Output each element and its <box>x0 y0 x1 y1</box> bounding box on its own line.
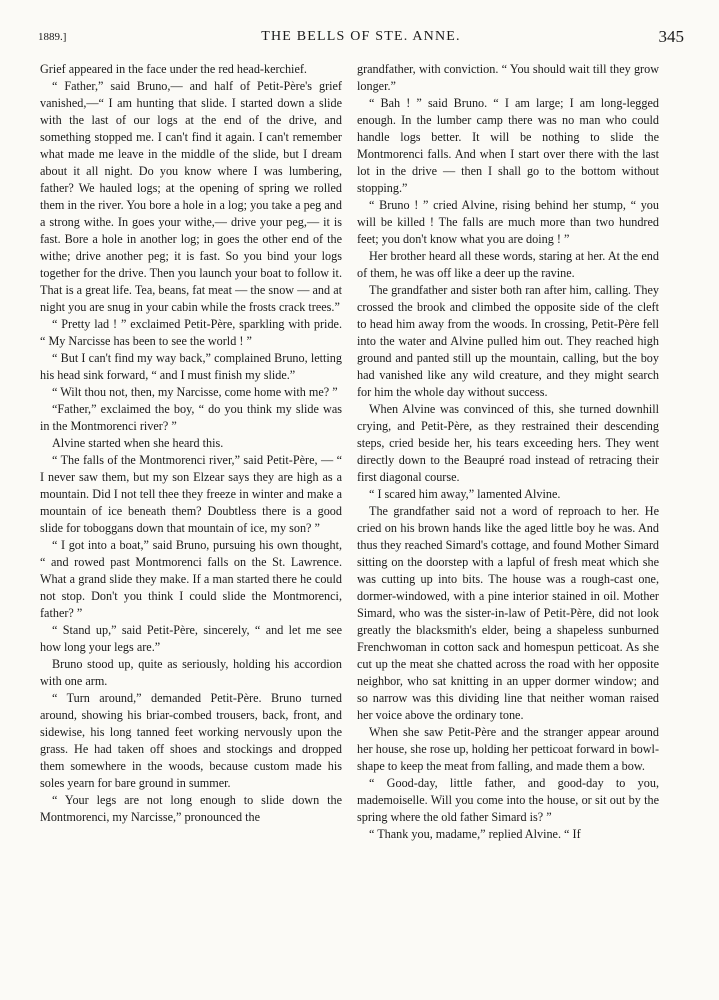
paragraph: “ Stand up,” said Petit-Père, sincerely, “ and let me see how long your legs are.” <box>40 623 342 654</box>
paragraph: “ Thank you, madame,” replied Alvine. “ If <box>369 827 581 841</box>
paragraph: The grandfather said not a word of reproach to her. He cried on his brown hands like the aged little boy he was. And thus they reached Simard's cottage, and found Mother Simard sitting on the doorstep with a lapful of fresh meat which she was cutting up into bits. The house was a rough-cast one, dormer-windowed, with a pine interior stained in oil. Mother Simard, who was the sister-in-law of Petit-Père, did not look greatly the blacksmith's elder, being a shapeless sunburned Frenchwoman in cotton sack and homespun petticoat. As she cut up the meat she chatted across the road with her opposite neighbor, who sat knitting in an upper dormer window; and so narrow was this dividing line that neither woman raised her voice above the ordinary tone. <box>357 504 659 722</box>
paragraph: When she saw Petit-Père and the stranger appear around her house, she rose up, holding her petticoat forward in bowl-shape to keep the meat from falling, and made them a bow. <box>357 725 659 773</box>
paragraph: Grief appeared in the face under the red head-kerchief. <box>40 62 307 76</box>
paragraph: “ I scared him away,” lamented Alvine. <box>369 487 561 501</box>
paragraph: Alvine started when she heard this. <box>52 436 224 450</box>
page-header <box>38 27 684 49</box>
paragraph: “ Pretty lad ! ” exclaimed Petit-Père, sparkling with pride. “ My Narcisse has been to see the world ! ” <box>40 317 342 348</box>
running-title: THE BELLS OF STE. ANNE. <box>261 29 461 44</box>
paragraph: “ I got into a boat,” said Bruno, pursuing his own thought, “ and rowed past Montmorenci falls on the St. Lawrence. What a grand slide they make. If a man started there he could not stop. Don't you think I could slide the Montmorenci, father? ” <box>40 538 342 620</box>
paragraph: Her brother heard all these words, staring at her. At the end of them, he was off like a deer up the ravine. <box>357 249 659 280</box>
right-column <box>357 61 659 843</box>
paragraph: “ The falls of the Montmorenci river,” said Petit-Père, — “ I never saw them, but my son Elzear says they are high as a mountain. Did I not tell thee they freeze in winter and make a mountain of ice beneath them? Doubtless there is a good slide for toboggans down that mountain of ice, my son? ” <box>40 453 342 535</box>
paragraph: “ Bah ! ” said Bruno. “ I am large; I am long-legged enough. In the lumber camp there was no man who could handle logs better. It will be nothing to slide the Montmorenci falls. And when I start over there with the last lot in the drive — then I shall go to the bottom without stopping.” <box>357 96 659 195</box>
page-number: 345 <box>658 27 684 46</box>
paragraph: “ Your legs are not long enough to slide down the Montmorenci, my Narcisse,” pronounced the <box>40 793 342 824</box>
paragraph: “ But I can't find my way back,” complained Bruno, letting his head sink forward, “ and I must finish my slide.” <box>40 351 342 382</box>
paragraph: “ Bruno ! ” cried Alvine, rising behind her stump, “ you will be killed ! The falls are much more than two hundred feet; you don't know what you are doing ! ” <box>357 198 659 246</box>
left-column <box>40 61 342 826</box>
paragraph: “ Wilt thou not, then, my Narcisse, come home with me? ” <box>52 385 338 399</box>
paragraph: When Alvine was convinced of this, she turned downhill crying, and Petit-Père, as they restrained their descending steps, cried beside her, his tears exceeding hers. They went directly down to the Beaupré road instead of retracing their first diagonal course. <box>357 402 659 484</box>
paragraph: The grandfather and sister both ran after him, calling. They crossed the brook and climbed the opposite side of the cleft to head him away from the woods. In crossing, Petit-Père fell into the water and Alvine pulled him out. They reached high ground and panted still up the mountain, calling, but the boy had vanished like any wild creature, and they might search for him the whole day without success. <box>357 283 659 399</box>
paragraph: “Father,” exclaimed the boy, “ do you think my slide was in the Montmorenci river? ” <box>40 402 342 433</box>
paragraph: Bruno stood up, quite as seriously, holding his accordion with one arm. <box>40 657 342 688</box>
paragraph: “ Turn around,” demanded Petit-Père. Bruno turned around, showing his briar-combed trousers, back, front, and sidewise, his long tanned feet working nervously upon the grass. He had taken off shoes and stockings and dropped them somewhere in the woods, because custom made his soles yearn for bare ground in summer. <box>40 691 342 790</box>
paragraph: “ Good-day, little father, and good-day to you, mademoiselle. Will you come into the house, or sit out by the spring where the old father Simard is? ” <box>357 776 659 824</box>
paragraph: “ Father,” said Bruno,— and half of Petit-Père's grief vanished,—“ I am hunting that slide. I started down a slide with the last of our logs at the end of the drive, and something stopped me. I can't find it again. I can't remember what made me leave in the middle of the slide, but I dream about it all night. Do you know where I was lumbering, father? We hauled logs; at the opening of spring we rolled them in the river. You bore a hole in a log; you take a peg and a strong withe. In goes your withe,— drive your peg,— it is fast. Bore a hole in another log; in goes the other end of the withe; drive another peg; it is fast. So you bind your logs together for the drive. Then you launch your boat to follow it. That is a great life. Tea, beans, fat meat — the snow — and at night you are snug in your cabin while the frosts crack trees.” <box>40 79 342 314</box>
paragraph: grandfather, with conviction. “ You should wait till they grow longer.” <box>357 62 659 93</box>
header-year: 1889.] <box>38 31 67 43</box>
